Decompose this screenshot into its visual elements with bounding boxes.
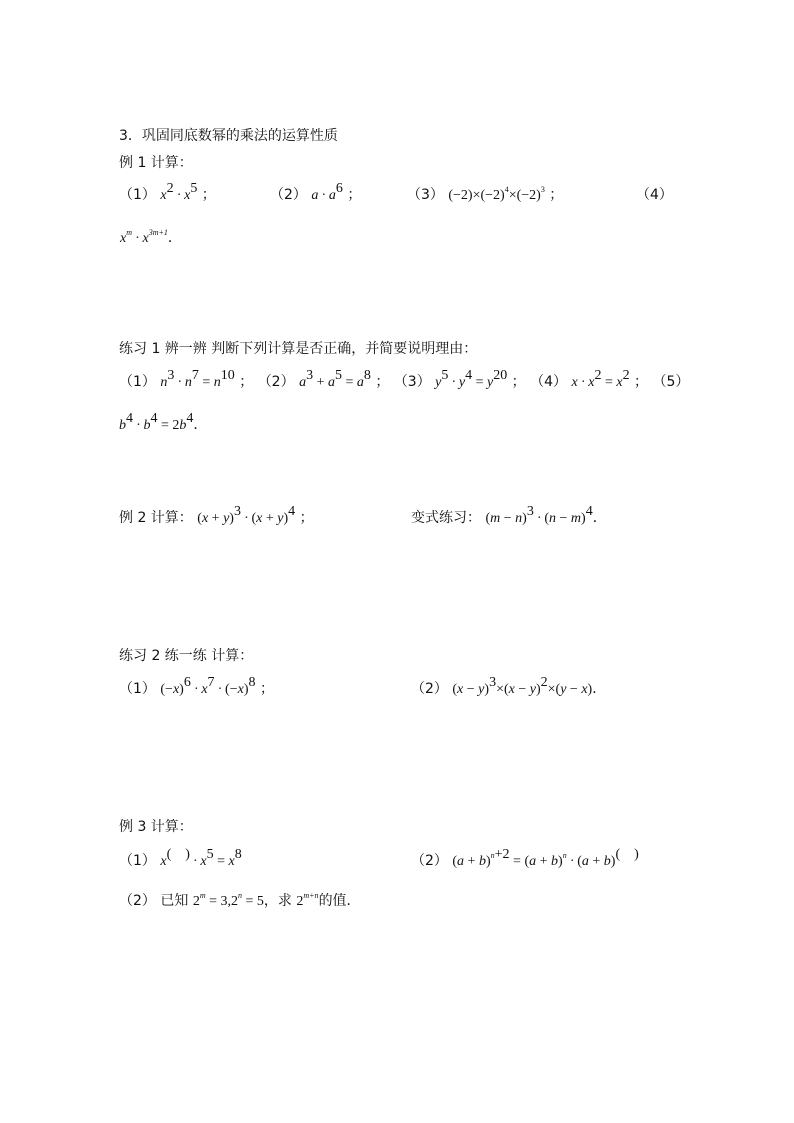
practice1-item5-expr: $b^4 \cdot b^4 = 2b^4$． bbox=[119, 411, 208, 433]
math-expression: $x^m \cdot x^{3m+1}$ bbox=[120, 228, 168, 246]
practice2-item1: （1） $(-x)^6 \cdot x^7 \cdot (-x)^8$ ； bbox=[119, 675, 274, 697]
practice1-items-row: （1） $n^3 \cdot n^7 = n^{10}$ ； （2） $a^3 + a^5 = a^8$ ； （3） $y^5 \cdot y^4 = y^{20}$ ； （4） $x \cdot x^2 = x^2$ ； （5） bbox=[119, 368, 690, 390]
example2-row: 例 2 计算： $(x + y)^3 \cdot (x + y)^4$ ； bbox=[119, 504, 314, 526]
practice1-heading: 练习 1 辨一辨 判断下列计算是否正确，并简要说明理由： bbox=[119, 341, 478, 357]
math-expression: $(x + y)^3 \cdot (x + y)^4$ bbox=[197, 504, 296, 526]
math-expression: $(m - n)^3 \cdot (n - m)^4$ bbox=[485, 504, 593, 526]
example3-item3: （2） 已知 $2^m = 3,2^n = 5$，求 $2^{m+n}$的值． bbox=[119, 891, 361, 909]
example1-heading: 例 1 计算： bbox=[119, 155, 193, 171]
example1-item2: （2） $a \cdot a^6$ ； bbox=[270, 181, 362, 203]
math-expression: $(-x)^6 \cdot x^7 \cdot (-x)^8$ bbox=[160, 675, 256, 697]
practice2-heading: 练习 2 练一练 计算： bbox=[119, 648, 254, 664]
math-expression: $x^2 \cdot x^5$ bbox=[160, 181, 198, 203]
example2-variant: 变式练习： $(m - n)^3 \cdot (n - m)^4$． bbox=[411, 504, 607, 526]
example1-item4-label: （4） bbox=[636, 187, 673, 203]
math-expression: $x^{( )} \cdot x^5 = x^8$ bbox=[160, 847, 242, 869]
example1-item4-expr: $x^m \cdot x^{3m+1}$． bbox=[120, 228, 182, 246]
example3-heading: 例 3 计算： bbox=[119, 819, 193, 835]
example3-item2: （2） $(a + b)^{n+2} = (a + b)^n \cdot (a + b)^{( )}$ bbox=[411, 847, 639, 869]
section-title: 3．巩固同底数幂的乘法的运算性质 bbox=[119, 128, 338, 144]
example3-item1: （1） $x^{( )} \cdot x^5 = x^8$ bbox=[119, 847, 242, 869]
math-expression: $a \cdot a^6$ bbox=[311, 181, 343, 203]
math-expression: $(-2)\times(-2)^4\times(-2)^3$ bbox=[448, 185, 545, 203]
math-expression: $2^{m+n}$ bbox=[296, 891, 319, 909]
math-expression: $(x - y)^3\times(x - y)^2\times(y - x)$ bbox=[452, 675, 593, 697]
math-expression: $2^m = 3,2^n = 5$ bbox=[192, 891, 264, 909]
example1-item3: （3） $(-2)\times(-2)^4\times(-2)^3$ ； bbox=[407, 185, 564, 203]
math-expression: $(a + b)^{n+2} = (a + b)^n \cdot (a + b)^{( )}$ bbox=[452, 847, 639, 869]
practice2-item2: （2） $(x - y)^3\times(x - y)^2\times(y - x)$． bbox=[411, 675, 607, 697]
example1-item1: （1） $x^2 \cdot x^5$ ； bbox=[119, 181, 216, 203]
